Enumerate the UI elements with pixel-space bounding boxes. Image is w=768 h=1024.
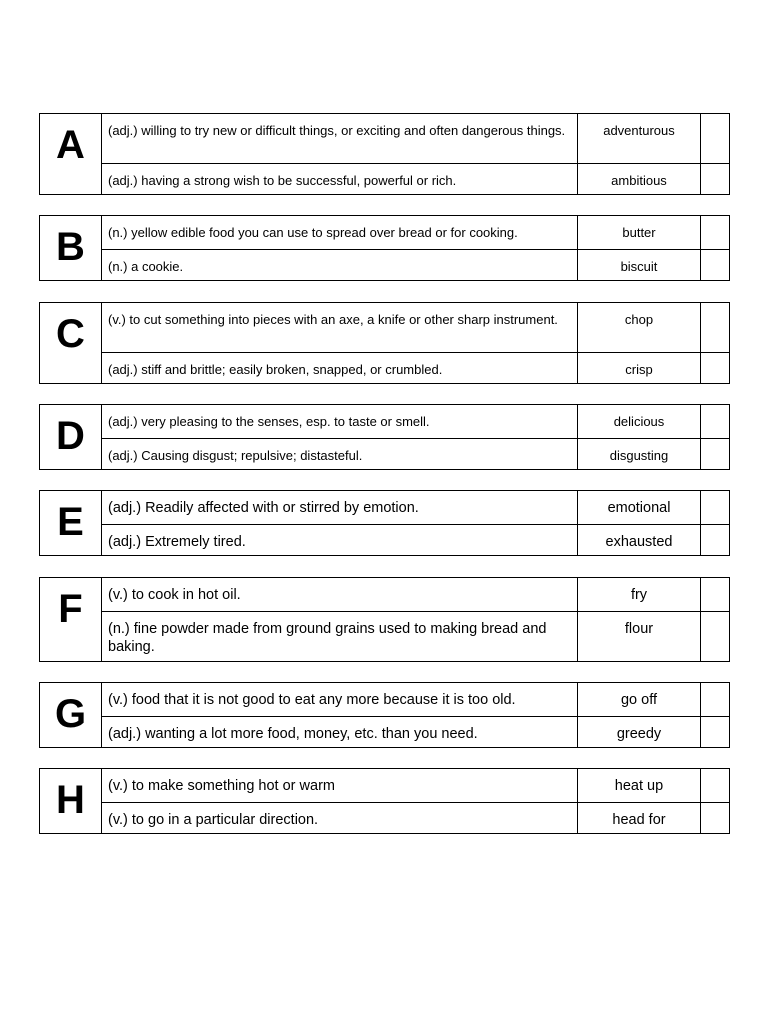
section-letter: C <box>40 303 102 383</box>
definition-cell: (adj.) Causing disgust; repulsive; distasteful. <box>102 439 578 469</box>
section-letter: H <box>40 769 102 833</box>
word-cell: heat up <box>578 769 701 802</box>
answer-box[interactable] <box>701 164 729 194</box>
section-g <box>39 682 730 748</box>
entry-rows <box>102 303 729 383</box>
answer-box[interactable] <box>701 114 729 163</box>
word-cell: disgusting <box>578 439 701 469</box>
definition-cell: (n.) fine powder made from ground grains used to making bread and baking. <box>102 612 578 661</box>
answer-box[interactable] <box>701 525 729 555</box>
word-cell: adventurous <box>578 114 701 163</box>
section-a <box>39 113 730 195</box>
answer-box[interactable] <box>701 491 729 524</box>
entry-row <box>102 405 729 438</box>
definition-cell: (adj.) Extremely tired. <box>102 525 578 555</box>
definition-cell: (adj.) having a strong wish to be successful, powerful or rich. <box>102 164 578 194</box>
entry-row <box>102 683 729 716</box>
word-cell: head for <box>578 803 701 833</box>
entry-rows <box>102 491 729 555</box>
entry-row <box>102 716 729 747</box>
section-e <box>39 490 730 556</box>
definition-cell: (n.) yellow edible food you can use to spread over bread or for cooking. <box>102 216 578 249</box>
word-cell: biscuit <box>578 250 701 280</box>
definition-cell: (adj.) very pleasing to the senses, esp. to taste or smell. <box>102 405 578 438</box>
word-cell: fry <box>578 578 701 611</box>
section-letter: E <box>40 491 102 555</box>
word-cell: greedy <box>578 717 701 747</box>
entry-row <box>102 303 729 352</box>
answer-box[interactable] <box>701 803 729 833</box>
section-letter: B <box>40 216 102 280</box>
entry-rows <box>102 769 729 833</box>
definition-cell: (adj.) wanting a lot more food, money, etc. than you need. <box>102 717 578 747</box>
word-cell: ambitious <box>578 164 701 194</box>
answer-box[interactable] <box>701 216 729 249</box>
word-cell: chop <box>578 303 701 352</box>
definition-cell: (n.) a cookie. <box>102 250 578 280</box>
answer-box[interactable] <box>701 717 729 747</box>
entry-row <box>102 611 729 661</box>
entry-row <box>102 491 729 524</box>
word-cell: go off <box>578 683 701 716</box>
answer-box[interactable] <box>701 405 729 438</box>
section-letter: A <box>40 114 102 194</box>
word-cell: crisp <box>578 353 701 383</box>
section-letter: D <box>40 405 102 469</box>
entry-row <box>102 769 729 802</box>
entry-rows <box>102 405 729 469</box>
section-f <box>39 577 730 662</box>
entry-row <box>102 114 729 163</box>
entry-row <box>102 216 729 249</box>
word-cell: exhausted <box>578 525 701 555</box>
answer-box[interactable] <box>701 769 729 802</box>
entry-rows <box>102 216 729 280</box>
entry-row <box>102 438 729 469</box>
definition-cell: (v.) to cut something into pieces with an axe, a knife or other sharp instrument. <box>102 303 578 352</box>
answer-box[interactable] <box>701 683 729 716</box>
word-cell: flour <box>578 612 701 661</box>
entry-row <box>102 249 729 280</box>
section-letter: F <box>40 578 102 661</box>
entry-row <box>102 802 729 833</box>
entry-row <box>102 352 729 383</box>
answer-box[interactable] <box>701 612 729 661</box>
answer-box[interactable] <box>701 353 729 383</box>
section-d <box>39 404 730 470</box>
answer-box[interactable] <box>701 303 729 352</box>
word-cell: delicious <box>578 405 701 438</box>
answer-box[interactable] <box>701 439 729 469</box>
entry-rows <box>102 114 729 194</box>
section-c <box>39 302 730 384</box>
definition-cell: (adj.) stiff and brittle; easily broken, snapped, or crumbled. <box>102 353 578 383</box>
definition-cell: (v.) to go in a particular direction. <box>102 803 578 833</box>
definition-cell: (v.) to cook in hot oil. <box>102 578 578 611</box>
definition-cell: (adj.) willing to try new or difficult things, or exciting and often dangerous things. <box>102 114 578 163</box>
entry-row <box>102 163 729 194</box>
answer-box[interactable] <box>701 578 729 611</box>
entry-rows <box>102 578 729 661</box>
entry-row <box>102 524 729 555</box>
section-h <box>39 768 730 834</box>
definition-cell: (adj.) Readily affected with or stirred by emotion. <box>102 491 578 524</box>
word-cell: butter <box>578 216 701 249</box>
definition-cell: (v.) to make something hot or warm <box>102 769 578 802</box>
entry-row <box>102 578 729 611</box>
word-cell: emotional <box>578 491 701 524</box>
section-letter: G <box>40 683 102 747</box>
answer-box[interactable] <box>701 250 729 280</box>
definition-cell: (v.) food that it is not good to eat any more because it is too old. <box>102 683 578 716</box>
section-b <box>39 215 730 281</box>
entry-rows <box>102 683 729 747</box>
